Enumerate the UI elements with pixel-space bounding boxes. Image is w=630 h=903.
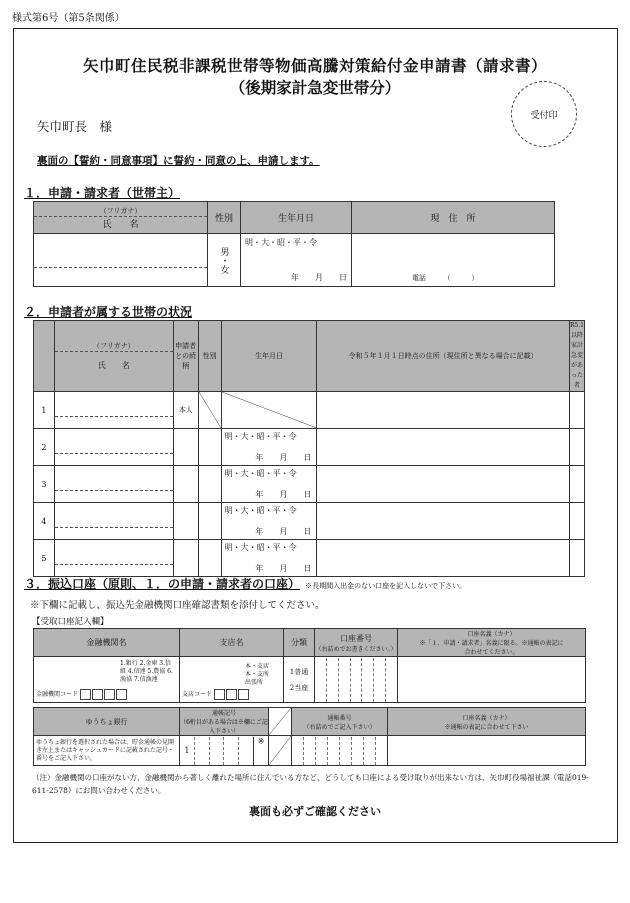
yucho-number-header: 通帳番号 （右詰めでご記入下さい） <box>292 708 388 736</box>
gender-field[interactable] <box>198 466 221 503</box>
yucho-number-field[interactable] <box>292 736 388 766</box>
birthdate-field[interactable]: 明・大・昭・平・令 年 月 日 <box>221 540 317 577</box>
bank-name-header: 金融機関名 <box>34 629 180 657</box>
account-type-field[interactable]: 1普通 2当座 <box>284 657 315 703</box>
section3-heading: ３．振込口座（原則、１．の申請・請求者の口座） <box>24 577 301 591</box>
r5-change-field[interactable] <box>569 503 584 540</box>
stamp-label: 受付印 <box>530 110 558 121</box>
r5-address-header: 令和５年１月１日時点の住所（現住所と異なる場合に記載） <box>317 321 570 392</box>
r5-address-field[interactable] <box>317 540 570 577</box>
birthdate-field[interactable]: 明・大・昭・平・令 年 月 日 <box>221 466 317 503</box>
bottom-note: （注）金融機関の口座がない方、金融機関から著しく離れた場所に住んでいる方など、どうしても口座による受け取りが出来ない方は、矢巾町役場福祉課（電話019-611-2578）にお問い合わせください。 <box>32 773 589 795</box>
row-number: 4 <box>34 503 55 540</box>
member-name-field[interactable] <box>54 540 173 577</box>
name-label: 氏 名 <box>102 219 139 230</box>
account-number-field[interactable] <box>315 657 398 703</box>
birthdate-field[interactable]: 明・大・昭・平・令 年 月 日 <box>221 503 317 540</box>
r5-change-field[interactable] <box>569 429 584 466</box>
bank-name-field[interactable]: 1.銀行 2.金庫 3.信組 4.信連 5.農協 6.漁協 7.信漁連 金融機関コード <box>34 657 180 703</box>
r5-address-field[interactable] <box>317 392 570 429</box>
relation-field[interactable] <box>173 466 198 503</box>
branch-name-header: 支店名 <box>180 629 284 657</box>
relation-header: 申請者との続柄 <box>173 321 198 392</box>
era-options: 明・大・昭・平・令 <box>245 238 317 247</box>
applicant-table <box>33 201 555 287</box>
r5-address-field[interactable] <box>317 466 570 503</box>
branch-name-field[interactable]: 本・支店 本・支所 出張所 支店コード <box>180 657 284 703</box>
birthdate-field[interactable]: 明・大・昭・平・令 年 月 日 <box>221 429 317 466</box>
household-birthdate-header: 生年月日 <box>221 321 317 392</box>
reception-stamp-area <box>511 81 577 147</box>
member-name-field[interactable] <box>54 429 173 466</box>
section3-heading-row <box>24 573 466 592</box>
gender-field[interactable] <box>198 429 221 466</box>
consent-notice: 裏面の【誓約・同意事項】に誓約・同意の上、申請します。 <box>37 155 320 167</box>
row-number: 3 <box>34 466 55 503</box>
r5-change-field[interactable] <box>569 466 584 503</box>
household-table <box>33 320 585 577</box>
yucho-holder-field[interactable] <box>388 736 586 766</box>
member-name-field[interactable] <box>54 392 173 429</box>
furigana-label: （フリガナ） <box>34 206 207 217</box>
attach-note: ※下欄に記載し、振込先金融機関口座確認書類を添付してください。 <box>30 600 325 611</box>
relation-field[interactable] <box>173 540 198 577</box>
section2-heading: ２．申請者が属する世帯の状況 <box>24 305 193 319</box>
gender-field[interactable] <box>198 540 221 577</box>
yucho-symbol-field[interactable]: 1 ※ <box>180 736 269 766</box>
form-subtitle: （後期家計急変世帯分） <box>229 78 401 97</box>
section1-heading: １．申請・請求者（世帯主） <box>24 186 181 200</box>
relation-field[interactable] <box>173 429 198 466</box>
name-header <box>34 202 208 234</box>
yucho-symbol-header: 通帳記号 （6桁目がある場合は※欄にご記入下さい） <box>180 708 269 736</box>
yucho-holder-header: 口座名義（カナ） ※通帳の表記に合わせて下さい <box>388 708 586 736</box>
yucho-header: ゆうちょ銀行 <box>34 708 180 736</box>
household-gender-header: 性別 <box>198 321 221 392</box>
member-name-field[interactable] <box>54 503 173 540</box>
r5-change-field[interactable] <box>569 540 584 577</box>
member-name-field[interactable] <box>54 466 173 503</box>
gender-field[interactable] <box>198 503 221 540</box>
relation-field[interactable] <box>173 503 198 540</box>
type-header: 分類 <box>284 629 315 657</box>
row-number: 5 <box>34 540 55 577</box>
household-name-label: 氏 名 <box>97 361 130 370</box>
yucho-description: ゆうちょ銀行を選択された場合は、貯金通帳の見開き左上またはキャッシュカードに記載された記号・番号をご記入下さい。 <box>34 736 180 766</box>
bank-table <box>33 628 586 703</box>
account-holder-field[interactable] <box>398 657 586 703</box>
form-number: 様式第6号（第5条関係） <box>12 13 125 24</box>
holder-header: 口座名義（カナ） ※「１．申請・請求者」名義に限る。※通帳の表記に合わせてください。 <box>398 629 586 657</box>
addressee: 矢巾町長 様 <box>37 119 113 134</box>
r5-address-field[interactable] <box>317 429 570 466</box>
row-number: 2 <box>34 429 55 466</box>
row-number: 1 <box>34 392 55 429</box>
address-header: 現 住 所 <box>352 202 555 234</box>
applicant-gender-field[interactable]: 男・女 <box>208 234 241 287</box>
birthdate-header: 生年月日 <box>241 202 352 234</box>
r5-change-header: R5.1以降家計急変があった者 <box>569 321 584 392</box>
footer-reminder: 裏面も必ずご確認ください <box>249 805 381 818</box>
gender-header: 性別 <box>208 202 241 234</box>
household-furigana-label: （フリガナ） <box>55 341 173 352</box>
r5-change-field[interactable] <box>569 392 584 429</box>
yucho-table <box>33 707 586 766</box>
account-no-header: 口座番号 （右詰めでお書きください。） <box>315 629 398 657</box>
form-title: 矢巾町住民税非課税世帯等物価高騰対策給付金申請書（請求書） <box>82 56 547 75</box>
applicant-address-field[interactable] <box>352 234 555 287</box>
section3-heading-note: ※長期間入出金のない口座を記入しないで下さい。 <box>305 582 467 590</box>
phone-label: 電話 （ ） <box>412 274 479 282</box>
account-sub-heading: 【受取口座記入欄】 <box>32 617 109 627</box>
applicant-name-field[interactable] <box>34 234 208 287</box>
r5-address-field[interactable] <box>317 503 570 540</box>
household-name-header <box>54 321 173 392</box>
relation-self: 本人 <box>173 392 198 429</box>
applicant-birthdate-field[interactable] <box>241 234 352 287</box>
ymd-label: 年 月 日 <box>291 273 347 282</box>
